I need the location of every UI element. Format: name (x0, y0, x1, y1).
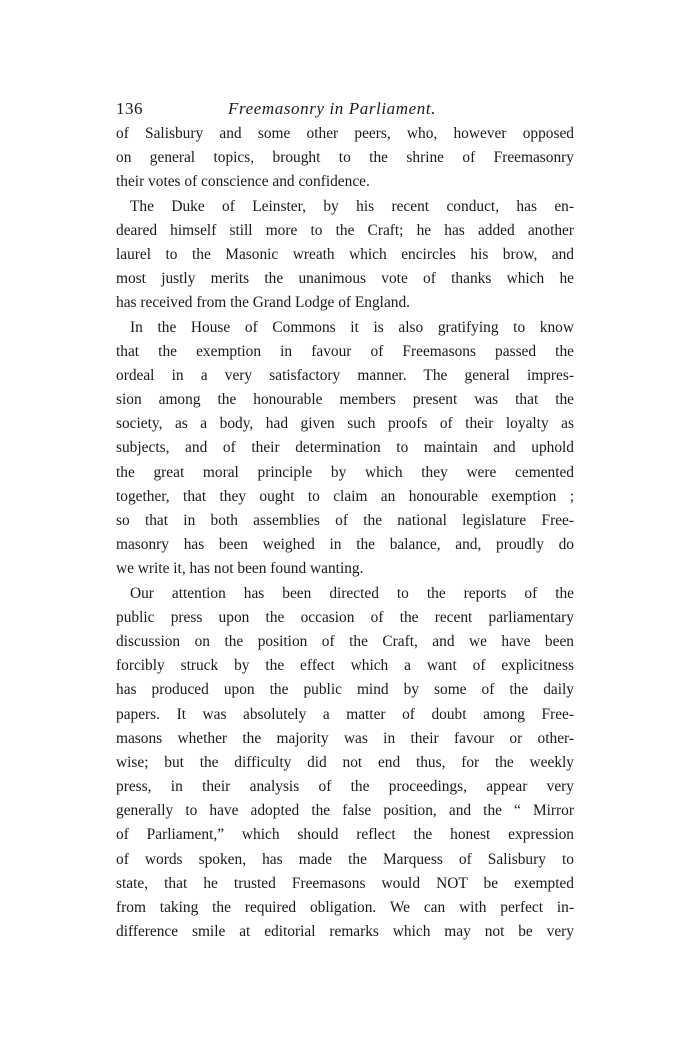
text-line: public press upon the occasion of the recent parliamentary (116, 608, 574, 626)
text-line: the great moral principle by which they were cemented (116, 463, 574, 481)
text-line: that the exemption in favour of Freemasons passed the (116, 342, 574, 360)
text-line: has received from the Grand Lodge of England. (116, 294, 411, 312)
text-line: of Salisbury and some other peers, who, however opposed (116, 125, 574, 142)
text-line: so that in both assemblies of the national legislature Free- (116, 512, 574, 529)
running-title: Freemasonry in Parliament. (228, 99, 437, 118)
text-line: discussion on the position of the Craft, and we have been (116, 632, 574, 650)
text-line: The Duke of Leinster, by his recent conduct, has en- (130, 197, 574, 215)
text-line: deared himself still more to the Craft; he has added another (116, 221, 574, 239)
text-line: of Parliament,” which should reflect the honest expression (116, 826, 574, 844)
text-line: In the House of Commons it is also gratifying to know (130, 318, 574, 336)
text-line: forcibly struck by the effect which a want of explicitness (116, 657, 574, 675)
text-line: of words spoken, has made the Marquess of Salisbury to (116, 850, 574, 868)
text-line: difference smile at editorial remarks which may not be very (116, 923, 574, 941)
text-line: masonry has been weighed in the balance, and, proudly do (116, 536, 574, 554)
text-line: from taking the required obligation. We can with perfect in- (116, 899, 574, 916)
text-line: wise; but the difficulty did not end thus, for the weekly (116, 753, 574, 771)
text-line: Our attention has been directed to the reports of the (130, 584, 574, 602)
text-line: state, that he trusted Freemasons would NOT be exempted (116, 874, 574, 892)
page-number: 136 (116, 99, 143, 118)
text-line: subjects, and of their determination to maintain and uphold (116, 439, 574, 457)
text-line: has produced upon the public mind by some of the daily (116, 681, 574, 699)
text-line: papers. It was absolutely a matter of doubt among Free- (116, 705, 574, 723)
book-page (116, 96, 574, 944)
text-line: we write it, has not been found wanting. (116, 560, 364, 578)
text-line: society, as a body, had given such proofs of their loyalty as (116, 415, 574, 433)
body-text (116, 122, 574, 944)
text-line: laurel to the Masonic wreath which encircles his brow, and (116, 245, 574, 263)
text-line: generally to have adopted the false position, and the “ Mirror (116, 802, 574, 820)
text-line: ordeal in a very satisfactory manner. The general impres- (116, 366, 574, 384)
text-line: their votes of conscience and confidence. (116, 173, 370, 191)
running-head (116, 96, 574, 122)
text-line: most justly merits the unanimous vote of thanks which he (116, 270, 574, 288)
text-line: masons whether the majority was in their favour or other- (116, 729, 574, 747)
text-line: on general topics, brought to the shrine of Freemasonry (116, 149, 574, 167)
text-line: sion among the honourable members present was that the (116, 391, 574, 409)
text-line: press, in their analysis of the proceedings, appear very (116, 778, 574, 796)
text-line: together, that they ought to claim an honourable exemption ; (116, 487, 574, 505)
